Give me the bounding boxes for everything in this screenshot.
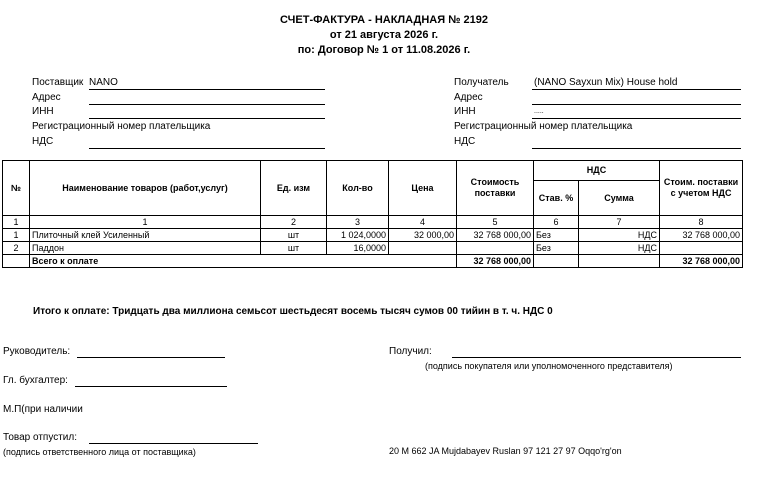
column-number-row xyxy=(3,216,743,229)
col-header-vat-rate: Став. % xyxy=(534,181,579,216)
row-vat-rate: Без xyxy=(534,229,579,242)
table-row xyxy=(3,242,743,255)
row-unit: шт xyxy=(261,242,327,255)
supplier-vat-label: НДС xyxy=(32,136,54,147)
col-header-vat: НДС xyxy=(534,161,660,181)
payment-summary: Итого к оплате: Тридцать два миллиона семьсот шестьдесят восемь тысяч сумов 00 тийин в т. ч. НДС 0 xyxy=(33,306,553,317)
supplier-name-line xyxy=(89,89,325,90)
total-label: Всего к оплате xyxy=(30,255,457,268)
supplier-reg-label: Регистрационный номер плательщика xyxy=(32,121,211,132)
supplier-label: Поставщик xyxy=(32,77,84,88)
total-cost: 32 768 000,00 xyxy=(457,255,534,268)
released-note: (подпись ответственного лица от поставщика) xyxy=(3,447,196,457)
document-contract: по: Договор № 1 от 11.08.2026 г. xyxy=(297,44,471,56)
col-header-no: № xyxy=(3,161,30,216)
recipient-inn-label: ИНН xyxy=(454,106,476,117)
supplier-address-line xyxy=(89,104,325,105)
supplier-vat-line xyxy=(89,148,325,149)
col-header-qty: Кол-во xyxy=(327,161,389,216)
recipient-inn-value: ..... xyxy=(534,108,544,115)
recipient-address-label: Адрес xyxy=(454,92,483,103)
supplier-address-label: Адрес xyxy=(32,92,61,103)
supplier-inn-label: ИНН xyxy=(32,106,54,117)
row-qty: 16,0000 xyxy=(327,242,389,255)
recipient-vat-line xyxy=(532,148,741,149)
supplier-inn-line xyxy=(89,118,325,119)
row-price xyxy=(389,242,457,255)
col-number: 2 xyxy=(261,216,327,229)
released-sign-line xyxy=(89,443,258,444)
row-price: 32 000,00 xyxy=(389,229,457,242)
recipient-name-line xyxy=(532,89,741,90)
document-date: от 21 августа 2026 г. xyxy=(329,29,439,41)
col-number: 1 xyxy=(30,216,261,229)
total-sum: 32 768 000,00 xyxy=(660,255,743,268)
released-label: Товар отпустил: xyxy=(3,432,77,443)
accountant-label: Гл. бухгалтер: xyxy=(3,375,68,386)
recipient-name: (NANO Sayxun Mix) House hold xyxy=(534,77,678,88)
col-header-vat-sum: Сумма xyxy=(579,181,660,216)
vehicle-driver-info: 20 M 662 JA Mujdabayev Ruslan 97 121 27 97 Oqqo'rg'on xyxy=(389,446,622,456)
row-unit: шт xyxy=(261,229,327,242)
recipient-reg-label: Регистрационный номер плательщика xyxy=(454,121,633,132)
row-cost: 32 768 000,00 xyxy=(457,229,534,242)
col-number: 3 xyxy=(327,216,389,229)
received-sign-line xyxy=(452,357,741,358)
col-header-total: Стоим. поставки с учетом НДС xyxy=(660,161,743,216)
recipient-address-line xyxy=(532,104,741,105)
row-cost xyxy=(457,242,534,255)
stamp-label: М.П(при наличии xyxy=(3,404,83,415)
director-label: Руководитель: xyxy=(3,346,71,357)
recipient-label: Получатель xyxy=(454,77,509,88)
received-note: (подпись покупателя или уполномоченного представителя) xyxy=(425,361,673,371)
received-label: Получил: xyxy=(389,346,432,357)
row-total xyxy=(660,242,743,255)
director-sign-line xyxy=(77,357,225,358)
row-vat-rate: Без xyxy=(534,242,579,255)
col-number: 1 xyxy=(3,216,30,229)
row-qty: 1 024,0000 xyxy=(327,229,389,242)
col-number: 7 xyxy=(579,216,660,229)
total-row xyxy=(3,255,743,268)
table-row xyxy=(3,229,743,242)
row-no: 2 xyxy=(3,242,30,255)
col-number: 4 xyxy=(389,216,457,229)
col-number: 6 xyxy=(534,216,579,229)
invoice-table xyxy=(2,160,743,268)
row-no: 1 xyxy=(3,229,30,242)
row-vat-sum: НДС xyxy=(579,229,660,242)
col-header-cost: Стоимость поставки xyxy=(457,161,534,216)
row-name: Паддон xyxy=(30,242,261,255)
recipient-vat-label: НДС xyxy=(454,136,476,147)
accountant-sign-line xyxy=(75,386,227,387)
col-header-name: Наименование товаров (работ,услуг) xyxy=(30,161,261,216)
supplier-name: NANO xyxy=(89,77,118,88)
recipient-inn-line xyxy=(532,118,741,119)
col-header-price: Цена xyxy=(389,161,457,216)
row-total: 32 768 000,00 xyxy=(660,229,743,242)
col-header-unit: Ед. изм xyxy=(261,161,327,216)
row-name: Плиточный клей Усиленный xyxy=(30,229,261,242)
row-vat-sum: НДС xyxy=(579,242,660,255)
document-title: СЧЕТ-ФАКТУРА - НАКЛАДНАЯ № 2192 xyxy=(280,14,488,26)
col-number: 8 xyxy=(660,216,743,229)
col-number: 5 xyxy=(457,216,534,229)
